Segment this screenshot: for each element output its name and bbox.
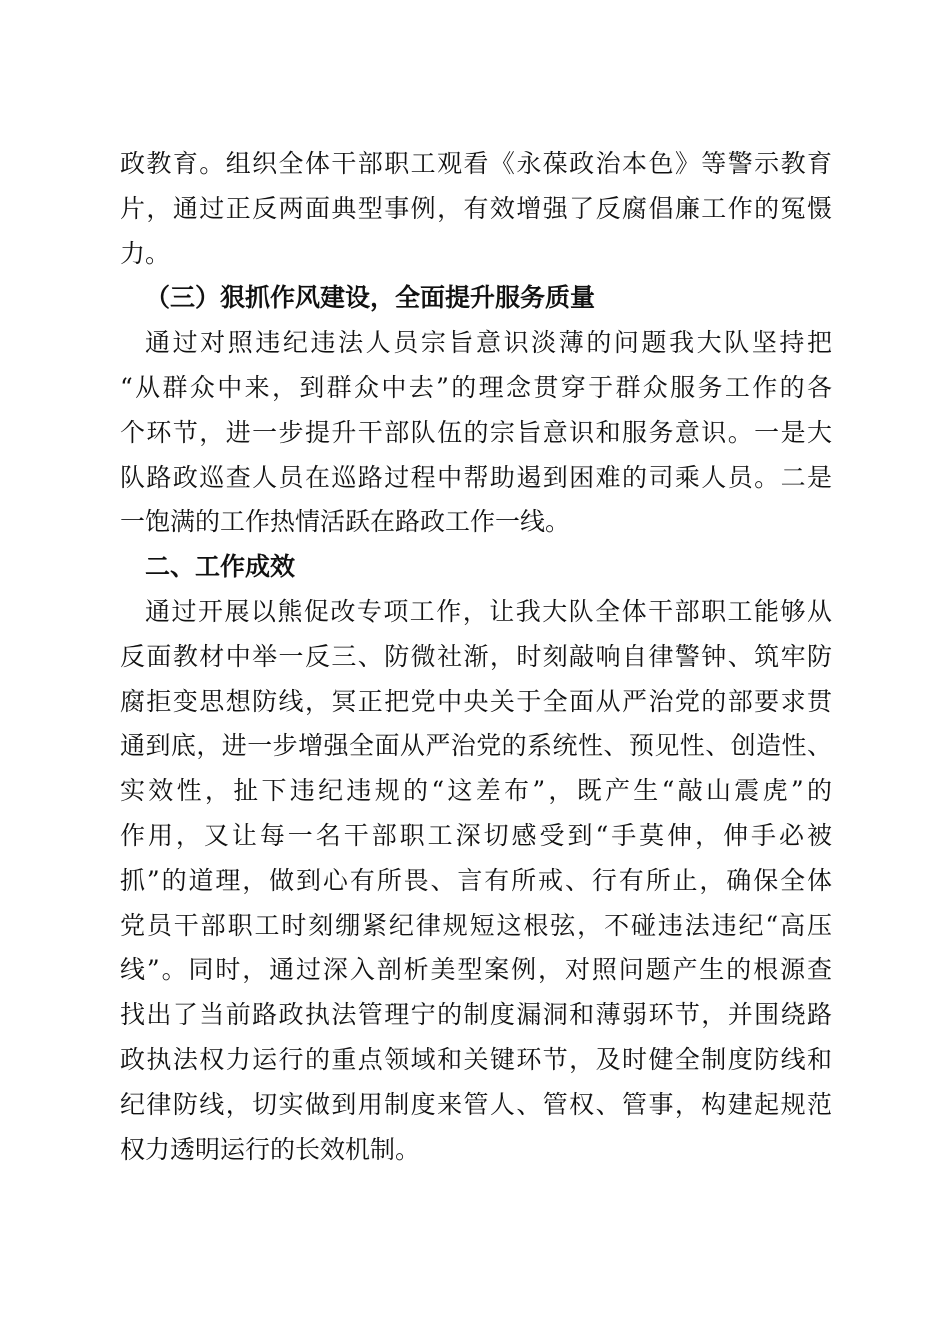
paragraph-line: 找出了当前路政执法管理宁的制度漏洞和薄弱环节，并围绕路	[120, 1000, 832, 1030]
paragraph-line: 片，通过正反两面典型事例，有效增强了反腐倡廉工作的冤慑	[120, 193, 832, 223]
paragraph-line: 党员干部职工时刻绷紧纪律规短这根弦，不碰违法违纪“高压	[120, 910, 832, 940]
paragraph-line: 政执法权力运行的重点领域和关键环节，及时健全制度防线和	[120, 1044, 832, 1074]
paragraph-line: 通到底，进一步增强全面从严治党的系统性、预见性、创造性、	[120, 731, 832, 761]
paragraph-line: 实效性，扯下违纪违规的“这差布”，既产生“敲山震虎”的	[120, 776, 832, 806]
section-subheading: （三）狠抓作风建设，全面提升服务质量	[145, 283, 596, 313]
paragraph-line: 通过对照违纪违法人员宗旨意识淡薄的问题我大队坚持把	[145, 328, 832, 358]
paragraph-line: 纪律防线，切实做到用制度来管人、管权、管事，构建起规范	[120, 1089, 832, 1119]
paragraph-line: 作用，又让每一名干部职工深切感受到“手莫伸，伸手必被	[120, 820, 832, 850]
paragraph-line: 线”。同时，通过深入剖析美型案例，对照问题产生的根源查	[120, 955, 832, 985]
paragraph-line: “从群众中来，到群众中去”的理念贯穿于群众服务工作的各	[120, 372, 832, 402]
paragraph-line: 权力透明运行的长效机制。	[120, 1134, 421, 1164]
section-heading: 二、工作成效	[145, 552, 296, 582]
paragraph-line: 队路政巡查人员在巡路过程中帮助遏到困难的司乘人员。二是	[120, 462, 832, 492]
document-body	[120, 142, 832, 1172]
paragraph-line: 通过开展以熊促改专项工作，让我大队全体干部职工能够从	[145, 596, 832, 626]
paragraph-line: 政教育。组织全体干部职工观看《永葆政治本色》等警示教育	[120, 149, 832, 178]
paragraph-line: 力。	[120, 238, 171, 268]
paragraph-line: 反面教材中举一反三、防微社渐，时刻敲响自律警钟、筑牢防	[120, 641, 832, 671]
paragraph-line: 一饱满的工作热情活跃在路政工作一线。	[120, 507, 571, 537]
paragraph-line: 腐拒变思想防线，冥正把党中央关于全面从严治党的部要求贯	[120, 686, 832, 716]
paragraph-line: 个环节，进一步提升干部队伍的宗旨意识和服务意识。一是大	[120, 417, 832, 447]
paragraph-line: 抓”的道理，做到心有所畏、言有所戒、行有所止，确保全体	[120, 865, 832, 895]
